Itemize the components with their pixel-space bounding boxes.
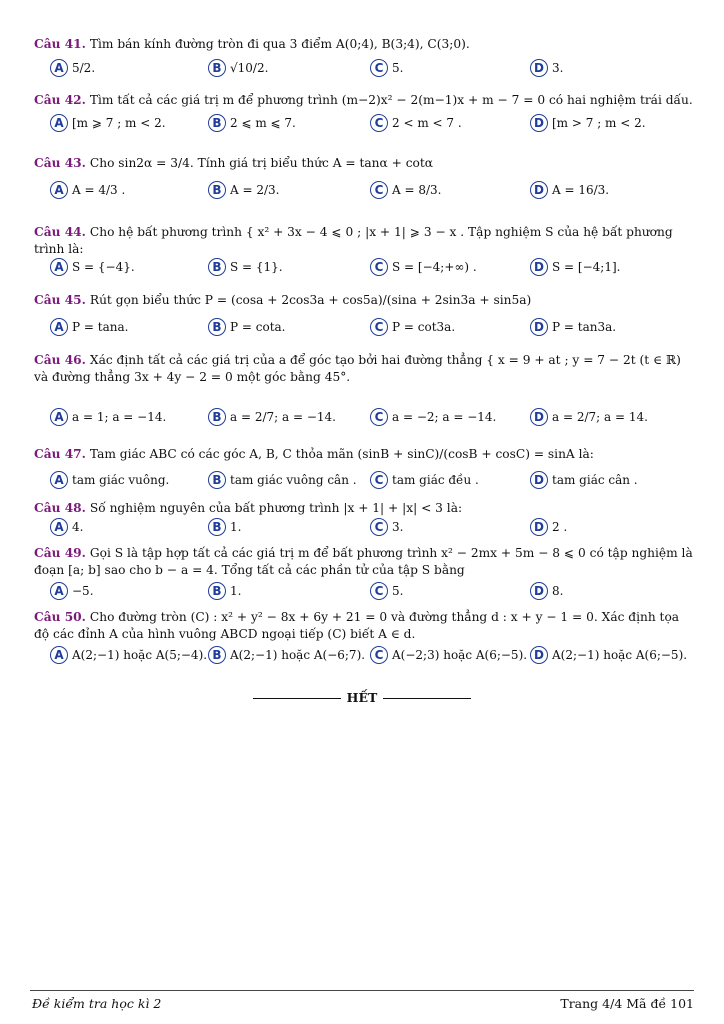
question-text: Rút gọn biểu thức P = (cosa + 2cos3a + cos5a)/(sina + 2sin3a + sin5a)	[89, 293, 532, 307]
option-letter: C	[370, 59, 388, 77]
options-42	[46, 114, 694, 138]
question-number: Câu 45.	[34, 293, 86, 307]
options-45	[46, 318, 694, 342]
option-letter: C	[370, 471, 388, 489]
question-47	[34, 446, 694, 463]
question-text: Xác định tất cả các giá trị của a để góc tạo bởi hai đường thẳng { x = 9 + at ; y = 7 − 2t (t ∈ ℝ) và đường thẳng 3x + 4y − 2 = 0 một góc bằng 45°.	[34, 353, 681, 384]
option-b[interactable]: B √10/2.	[208, 59, 268, 77]
option-d[interactable]: D 8.	[530, 582, 563, 600]
question-number: Câu 49.	[34, 546, 86, 560]
option-c[interactable]: C S = [−4;+∞) .	[370, 258, 477, 276]
option-letter: D	[530, 471, 548, 489]
divider	[253, 698, 341, 699]
question-number: Câu 43.	[34, 156, 86, 170]
option-letter: B	[208, 471, 226, 489]
question-number: Câu 47.	[34, 447, 86, 461]
option-letter: D	[530, 181, 548, 199]
option-letter: A	[50, 471, 68, 489]
option-c[interactable]: C 2 < m < 7 .	[370, 114, 462, 132]
option-letter: D	[530, 408, 548, 426]
option-letter: C	[370, 318, 388, 336]
options-44	[46, 258, 694, 282]
option-a[interactable]: A 4.	[50, 518, 83, 536]
option-letter: B	[208, 114, 226, 132]
option-b[interactable]: B 1.	[208, 518, 241, 536]
question-44	[34, 224, 694, 258]
option-letter: D	[530, 114, 548, 132]
option-letter: A	[50, 318, 68, 336]
option-letter: A	[50, 646, 68, 664]
option-d[interactable]: D P = tan3a.	[530, 318, 616, 336]
question-49	[34, 545, 694, 579]
option-a[interactable]: A −5.	[50, 582, 94, 600]
options-48	[46, 518, 694, 542]
question-number: Câu 41.	[34, 37, 86, 51]
footer-title: Đề kiểm tra học kì 2	[32, 996, 162, 1011]
option-letter: D	[530, 582, 548, 600]
option-b[interactable]: B tam giác vuông cân .	[208, 471, 357, 489]
option-d[interactable]: D a = 2/7; a = 14.	[530, 408, 648, 426]
option-a[interactable]: A S = {−4}.	[50, 258, 135, 276]
question-number: Câu 44.	[34, 225, 86, 239]
option-letter: C	[370, 518, 388, 536]
question-46	[34, 352, 694, 386]
option-c[interactable]: C 5.	[370, 582, 403, 600]
question-45	[34, 292, 694, 309]
option-letter: C	[370, 114, 388, 132]
option-b[interactable]: B 1.	[208, 582, 241, 600]
option-c[interactable]: C 3.	[370, 518, 403, 536]
options-50	[46, 646, 694, 670]
option-c[interactable]: C tam giác đều .	[370, 471, 479, 489]
options-41	[46, 59, 694, 83]
divider	[383, 698, 471, 699]
option-d[interactable]: D tam giác cân .	[530, 471, 638, 489]
options-43	[46, 181, 694, 205]
question-text: Gọi S là tập hợp tất cả các giá trị m để bất phương trình x² − 2mx + 5m − 8 ⩽ 0 có tập nghiệm là đoạn [a; b] sao cho b − a = 4. Tổng tất cả các phần tử của tập S bằng	[34, 546, 693, 577]
option-letter: C	[370, 408, 388, 426]
option-a[interactable]: A [m ⩾ 7 ; m < 2.	[50, 114, 166, 132]
option-c[interactable]: C A(−2;3) hoặc A(6;−5).	[370, 646, 527, 664]
option-b[interactable]: B P = cota.	[208, 318, 286, 336]
option-letter: B	[208, 258, 226, 276]
option-b[interactable]: B A = 2/3.	[208, 181, 279, 199]
question-number: Câu 46.	[34, 353, 86, 367]
option-letter: B	[208, 408, 226, 426]
question-number: Câu 48.	[34, 501, 86, 515]
question-number: Câu 42.	[34, 93, 86, 107]
option-a[interactable]: A A = 4/3 .	[50, 181, 125, 199]
question-text: Tìm tất cả các giá trị m để phương trình (m−2)x² − 2(m−1)x + m − 7 = 0 có hai nghiệm trái dấu.	[89, 93, 693, 107]
option-letter: D	[530, 59, 548, 77]
options-47	[46, 471, 694, 495]
option-letter: C	[370, 646, 388, 664]
question-text: Cho đường tròn (C) : x² + y² − 8x + 6y + 21 = 0 và đường thẳng d : x + y − 1 = 0. Xác định tọa độ các đỉnh A của hình vuông ABCD ngoại tiếp (C) biết A ∈ d.	[34, 610, 680, 641]
options-49	[46, 582, 694, 606]
end-marker	[0, 690, 724, 705]
option-letter: D	[530, 258, 548, 276]
question-text: Tìm bán kính đường tròn đi qua 3 điểm A(0;4), B(3;4), C(3;0).	[89, 37, 470, 51]
question-48	[34, 500, 694, 517]
question-number: Câu 50.	[34, 610, 86, 624]
footer-divider	[30, 990, 694, 991]
option-letter: D	[530, 646, 548, 664]
option-letter: C	[370, 582, 388, 600]
question-text: Cho sin2α = 3/4. Tính giá trị biểu thức A = tanα + cotα	[89, 156, 434, 170]
option-b[interactable]: B 2 ⩽ m ⩽ 7.	[208, 114, 296, 132]
option-letter: A	[50, 582, 68, 600]
option-d[interactable]: D S = [−4;1].	[530, 258, 620, 276]
option-letter: B	[208, 518, 226, 536]
option-b[interactable]: B S = {1}.	[208, 258, 283, 276]
option-letter: D	[530, 518, 548, 536]
question-text: Cho hệ bất phương trình { x² + 3x − 4 ⩽ 0 ; |x + 1| ⩾ 3 − x . Tập nghiệm S của hệ bất phương trình là:	[34, 225, 673, 256]
option-letter: A	[50, 114, 68, 132]
option-d[interactable]: D 3.	[530, 59, 563, 77]
option-a[interactable]: A 5/2.	[50, 59, 95, 77]
question-41	[34, 36, 694, 53]
question-42	[34, 92, 694, 109]
option-d[interactable]: D 2 .	[530, 518, 567, 536]
footer-page-info: Trang 4/4 Mã đề 101	[560, 996, 694, 1011]
option-letter: A	[50, 408, 68, 426]
option-letter: D	[530, 318, 548, 336]
option-letter: A	[50, 518, 68, 536]
option-letter: A	[50, 181, 68, 199]
option-c[interactable]: C A = 8/3.	[370, 181, 441, 199]
option-letter: B	[208, 318, 226, 336]
option-c[interactable]: C a = −2; a = −14.	[370, 408, 496, 426]
option-a[interactable]: A tam giác vuông.	[50, 471, 169, 489]
option-d[interactable]: D A = 16/3.	[530, 181, 609, 199]
option-letter: A	[50, 258, 68, 276]
question-text: Tam giác ABC có các góc A, B, C thỏa mãn (sinB + sinC)/(cosB + cosC) = sinA là:	[89, 447, 594, 461]
option-letter: B	[208, 582, 226, 600]
option-letter: A	[50, 59, 68, 77]
option-letter: C	[370, 181, 388, 199]
option-letter: B	[208, 646, 226, 664]
option-a[interactable]: A P = tana.	[50, 318, 128, 336]
options-46	[46, 408, 694, 432]
option-a[interactable]: A a = 1; a = −14.	[50, 408, 166, 426]
option-letter: B	[208, 59, 226, 77]
option-letter: C	[370, 258, 388, 276]
option-c[interactable]: C 5.	[370, 59, 403, 77]
option-a[interactable]: A A(2;−1) hoặc A(5;−4).	[50, 646, 207, 664]
option-letter: B	[208, 181, 226, 199]
end-text: HẾT	[346, 690, 378, 705]
question-50	[34, 609, 694, 643]
option-c[interactable]: C P = cot3a.	[370, 318, 455, 336]
option-b[interactable]: B A(2;−1) hoặc A(−6;7).	[208, 646, 365, 664]
option-b[interactable]: B a = 2/7; a = −14.	[208, 408, 336, 426]
question-43	[34, 155, 694, 172]
option-d[interactable]: D [m > 7 ; m < 2.	[530, 114, 646, 132]
question-text: Số nghiệm nguyên của bất phương trình |x + 1| + |x| < 3 là:	[89, 501, 463, 515]
option-d[interactable]: D A(2;−1) hoặc A(6;−5).	[530, 646, 687, 664]
